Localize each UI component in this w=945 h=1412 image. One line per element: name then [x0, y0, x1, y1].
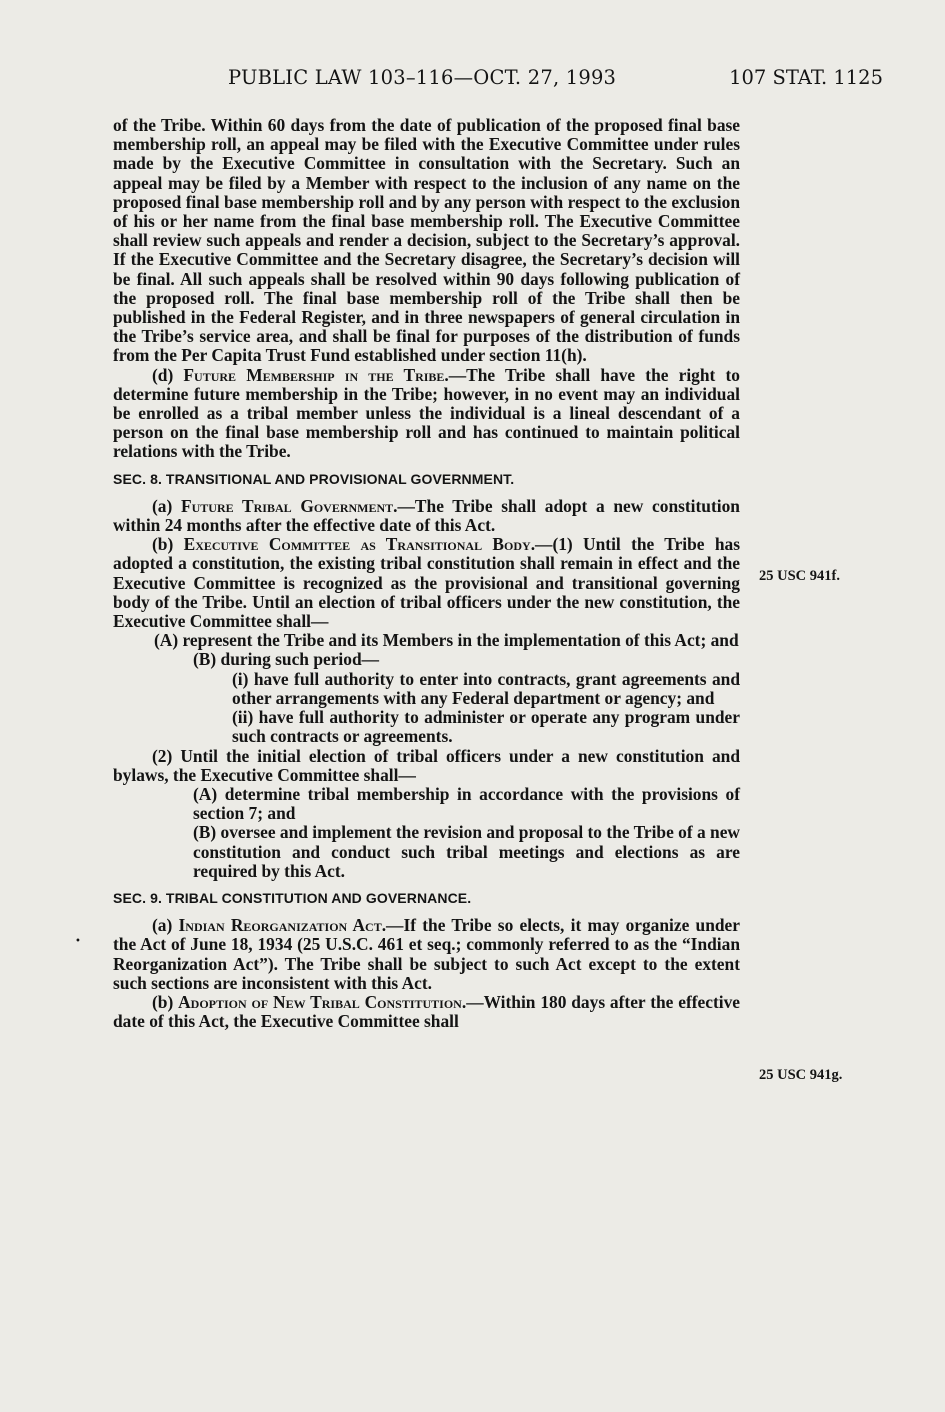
subsection-label: (b) — [152, 991, 179, 1012]
section-8-b-2-B: (B) oversee and implement the revision and proposal to the Tribe of a new constitution and conduct such tribal meetings and elections as are required by this Act. — [193, 822, 740, 881]
subsection-text: —(1) Until the Tribe has adopted a constitution, the existing tribal constitution shall remain in effect and the Executive Committee is recognized as the provisional and transitional governing body of the Tribe. Until an election of tribal officers under the new constitution, the Executive Committee shall— — [113, 534, 740, 632]
subsection-label: (d) — [152, 364, 184, 385]
section-8-b-1-B-i: (i) have full authority to enter into contracts, grant agreements and other arrangements with any Federal department or agency; and — [232, 668, 740, 708]
subsection-heading: Indian Reorganization Act. — [178, 915, 387, 936]
section-8-b-2-A: (A) determine tribal membership in accordance with the provisions of section 7; and — [193, 783, 740, 824]
page-header — [0, 66, 945, 96]
running-head-title: PUBLIC LAW 103–116—OCT. 27, 1993 — [228, 66, 617, 89]
section-8-b-1-A — [113, 631, 740, 650]
section-8-a — [113, 497, 740, 535]
statute-body — [113, 116, 740, 1031]
subsection-label: (a) — [152, 915, 179, 936]
subsection-label: (a) — [152, 495, 181, 516]
margin-note-sec8: 25 USC 941f. — [759, 568, 840, 584]
section-8-b-1-B: (B) during such period— — [193, 649, 380, 670]
section-9-b — [113, 993, 740, 1031]
paragraph-continuation: of the Tribe. Within 60 days from the date of publication of the proposed final base membership roll, an appeal may be filed with the Executive Committee under rules made by the Executive Committee in consultation with the Secretary. Such an appeal may be filed by a Member with respect to the inclusion of any name on the proposed final base membership roll and by any person with respect to the exclusion of his or her name from the final base membership roll. The Executive Committee shall review such appeals and render a decision, subject to the Secretary’s approval. If the Executive Committee and the Secretary disagree, the Secretary’s decision will be final. All such appeals shall be resolved within 90 days following publication of the proposed roll. The final base membership roll of the Tribe shall then be published in the Federal Register, and in three newspapers of general circulation in the Tribe’s service area, and shall be final for purposes of the distribution of funds from the Per Capita Trust Fund established under section 11(h). — [113, 115, 740, 366]
stray-dot: • — [75, 936, 81, 947]
subsection-heading: Future Tribal Government. — [180, 495, 398, 516]
subsection-text: —If the Tribe so elects, it may organize under the Act of June 18, 1934 (25 U.S.C. 461 et seq.; commonly referred to as the “Indian Reorganization Act”). The Tribe shall be subject to such Act except to the extent such sections are inconsistent with this Act. — [113, 915, 740, 993]
section-8-b-1-B-ii: (ii) have full authority to administer or operate any program under such contracts or agreements. — [232, 707, 740, 747]
margin-note-sec9: 25 USC 941g. — [759, 1067, 843, 1083]
subsection-text: —Within 180 days after the effective date of this Act, the Executive Committee shall — [113, 991, 740, 1032]
section-8-heading: SEC. 8. TRANSITIONAL AND PROVISIONAL GOVERNMENT. — [113, 470, 515, 487]
subsection-heading: Executive Committee as Transitional Body. — [183, 534, 536, 555]
subsection-heading: Future Membership in the Tribe. — [183, 364, 449, 385]
subsection-heading: Adoption of New Tribal Constitution. — [178, 991, 467, 1012]
section-9-a — [113, 916, 740, 993]
section-8-b — [113, 535, 740, 631]
subsection-text: —The Tribe shall adopt a new constitution within 24 months after the effective date of this Act. — [113, 495, 740, 536]
subsection-text: —The Tribe shall have the right to determine future membership in the Tribe; however, in no event may an individual be enrolled as a tribal member unless the individual is a lineal descendant of a person on the final base membership roll and has continued to maintain political relations with the Tribe. — [113, 364, 740, 462]
subsection-d — [113, 366, 740, 462]
statute-page-number: 107 STAT. 1125 — [729, 66, 883, 89]
section-8-b-2: (2) Until the initial election of tribal officers under a new constitution and bylaws, the Executive Committee shall— — [113, 745, 740, 785]
clause-text: (A) represent the Tribe and its Members in the implementation of this Act; and — [154, 630, 739, 651]
subsection-label: (b) — [152, 534, 184, 555]
section-9-heading: SEC. 9. TRIBAL CONSTITUTION AND GOVERNANCE. — [113, 889, 472, 906]
